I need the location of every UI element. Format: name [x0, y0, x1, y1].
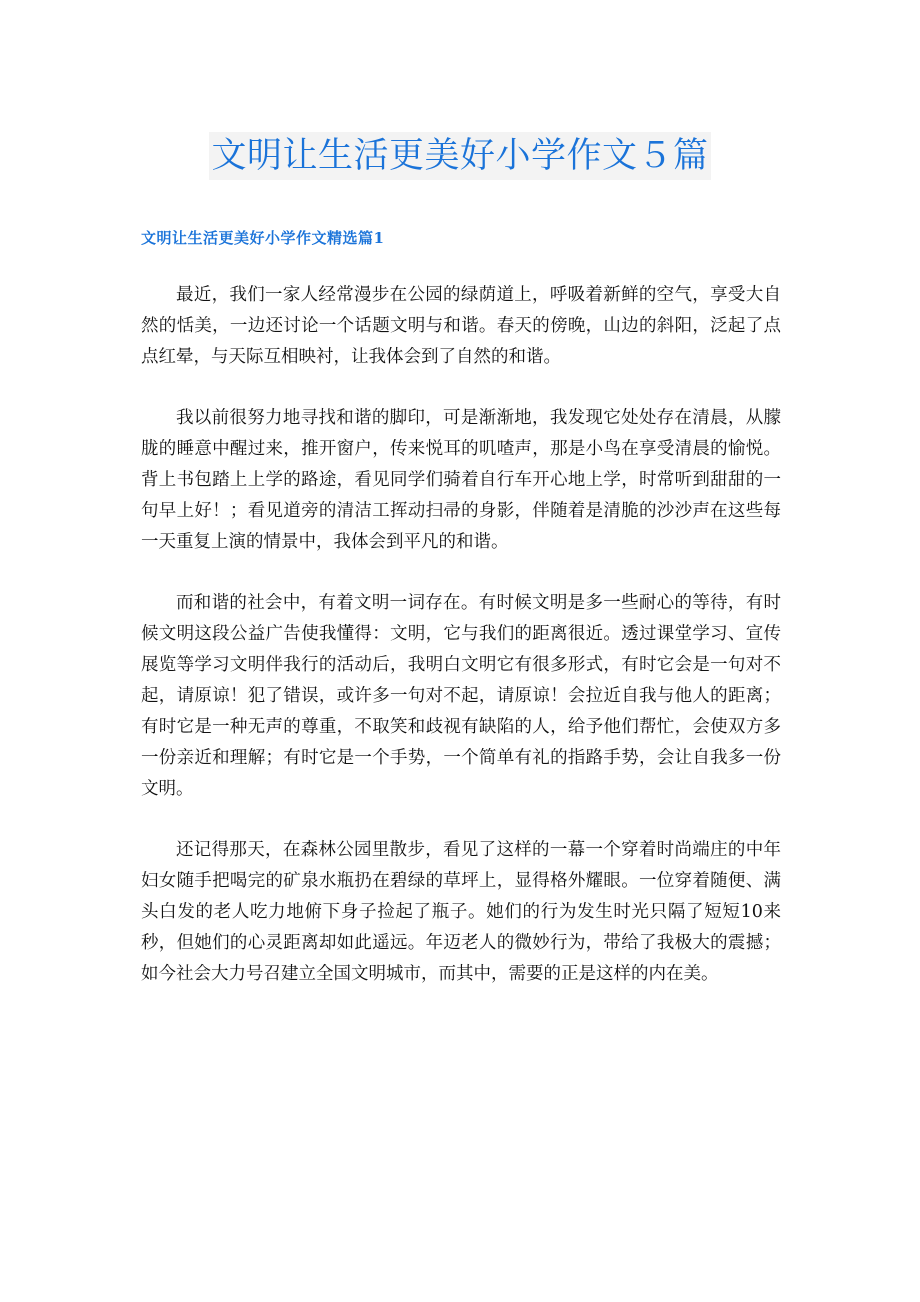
section-heading: 文明让生活更美好小学作文精选篇1 — [141, 229, 385, 247]
paragraph: 最近，我们一家人经常漫步在公园的绿荫道上，呼吸着新鲜的空气，享受大自然的恬美，一边还讨论一个话题文明与和谐。春天的傍晚，山边的斜阳，泛起了点点红晕，与天际互相映衬，让我体会到了自然的和谐。 — [141, 285, 781, 367]
paragraph: 我以前很努力地寻找和谐的脚印，可是渐渐地，我发现它处处存在清晨，从朦胧的睡意中醒过来，推开窗户，传来悦耳的叽喳声，那是小鸟在享受清晨的愉悦。背上书包踏上上学的路途，看见同学们骑着自行车开心地上学，时常听到甜甜的一句早上好！；看见道旁的清洁工挥动扫帚的身影，伴随着是清脆的沙沙声在这些每一天重复上演的情景中，我体会到平凡的和谐。 — [141, 408, 781, 552]
paragraph: 还记得那天，在森林公园里散步，看见了这样的一幕一个穿着时尚端庄的中年妇女随手把喝完的矿泉水瓶扔在碧绿的草坪上，显得格外耀眼。一位穿着随便、满头白发的老人吃力地俯下身子捡起了瓶子。她们的行为发生时光只隔了短短10来秒，但她们的心灵距离却如此遥远。年迈老人的微妙行为，带给了我极大的震撼；如今社会大力号召建立全国文明城市，而其中，需要的正是这样的内在美。 — [141, 840, 781, 984]
document-title: 文明让生活更美好小学作文５篇 — [209, 132, 710, 180]
paragraph: 而和谐的社会中，有着文明一词存在。有时候文明是多一些耐心的等待，有时候文明这段公益广告使我懂得：文明，它与我们的距离很近。透过课堂学习、宣传展览等学习文明伴我行的活动后，我明白文明它有很多形式，有时它会是一句对不起，请原谅！犯了错误，或许多一句对不起，请原谅！会拉近自我与他人的距离；有时它是一种无声的尊重，不取笑和歧视有缺陷的人，给予他们帮忙，会使双方多一份亲近和理解；有时它是一个手势，一个简单有礼的指路手势，会让自我多一份文明。 — [141, 593, 781, 799]
document-title-wrapper — [0, 132, 920, 180]
article-body — [141, 280, 781, 1020]
